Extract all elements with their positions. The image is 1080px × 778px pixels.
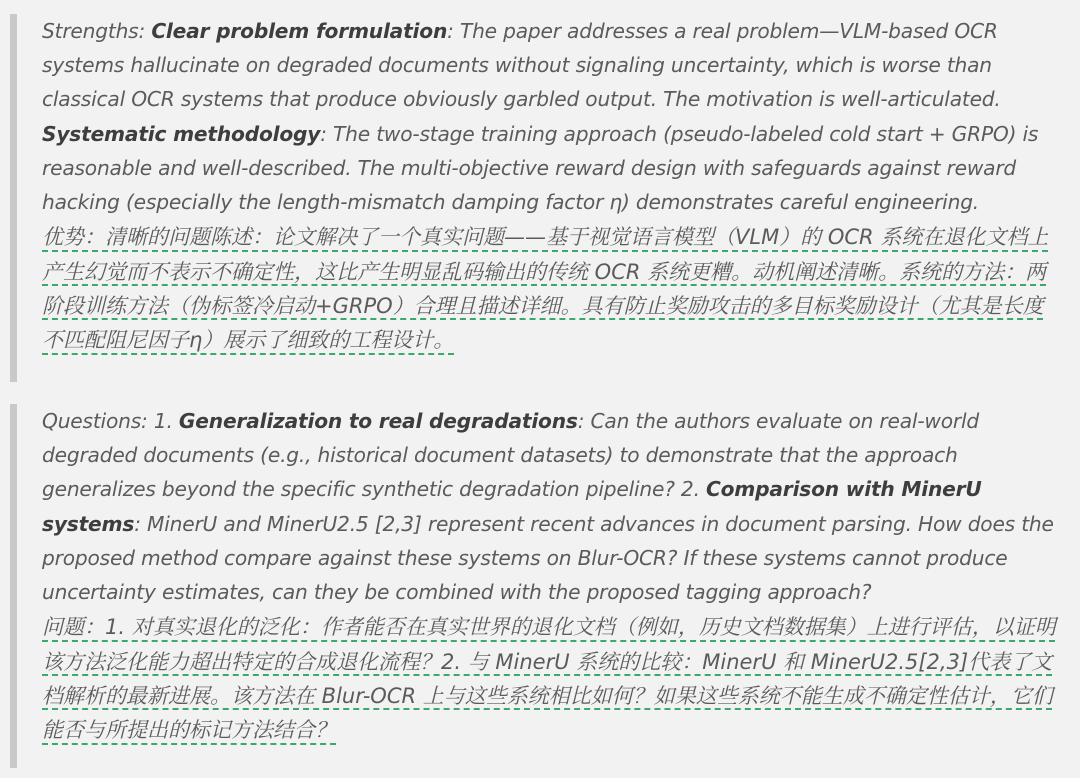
questions-paragraph xyxy=(42,404,1060,609)
strengths-prefix: Strengths: xyxy=(42,19,152,43)
strengths-translation-text: 优势：清晰的问题陈述：论文解决了一个真实问题——基于视觉语言模型（VLM）的 OCR 系统在退化文档上产生幻觉而不表示不确定性，这比产生明显乱码输出的传统 OCR 系统更糟。动机阐述清晰。系统的方法：两阶段训练方法（伪标签冷启动+GRPO）合理且描述详细。具有防止奖励攻击的多目标奖励设计（尤其是长度不匹配阻尼因子η）展示了细致的工程设计。 xyxy=(42,225,1049,353)
questions-translation xyxy=(42,610,1060,747)
strengths-point1-text: : The paper addresses a real problem—VLM-based OCR systems hallucinate on degraded documents without signaling uncertainty, which is worse than classical OCR systems that produce obviously garbled output. The motivation is well-articulated. xyxy=(42,19,1001,112)
questions-q2-title: Comparison with MinerU systems xyxy=(42,477,982,536)
strengths-blockquote xyxy=(10,14,1070,382)
strengths-point2-text: : The two-stage training approach (pseudo-labeled cold start + GRPO) is reasonable and well-described. The multi-objective reward design with safeguards against reward hacking (especially the length-mismatch damping factor η) demonstrates careful engineering. xyxy=(42,121,1039,215)
strengths-point1-title: Clear problem formulation xyxy=(151,19,448,43)
questions-q1-text: : Can the authors evaluate on real-world degraded documents (e.g., historical document datasets) to demonstrate that the approach generalizes beyond the specific synthetic degradation pipeline? 2. xyxy=(42,409,980,502)
strengths-point2-title: Systematic methodology xyxy=(42,121,321,146)
questions-q1-title: Generalization to real degradations xyxy=(178,409,578,433)
strengths-paragraph xyxy=(42,14,1060,219)
questions-q2-text: : MinerU and MinerU2.5 [2,3] represent recent advances in document parsing. How does the proposed method compare against these systems on Blur-OCR? If these systems cannot produce uncertainty estimates, can they be combined with the proposed tagging approach? xyxy=(42,511,1054,605)
questions-prefix: Questions: 1. xyxy=(42,409,179,433)
questions-blockquote xyxy=(10,404,1070,768)
questions-translation-text: 问题：1. 对真实退化的泛化：作者能否在真实世界的退化文档（例如，历史文档数据集）上进行评估，以证明该方法泛化能力超出特定的合成退化流程？2. 与 MinerU 系统的比较：MinerU 和 MinerU2.5[2,3]代表了文档解析的最新进展。该方法在 Blur-OCR 上与这些系统相比如何？如果这些系统不能生成不确定性估计，它们能否与所提出的标记方法结合？ xyxy=(42,615,1056,743)
strengths-translation xyxy=(42,220,1060,357)
